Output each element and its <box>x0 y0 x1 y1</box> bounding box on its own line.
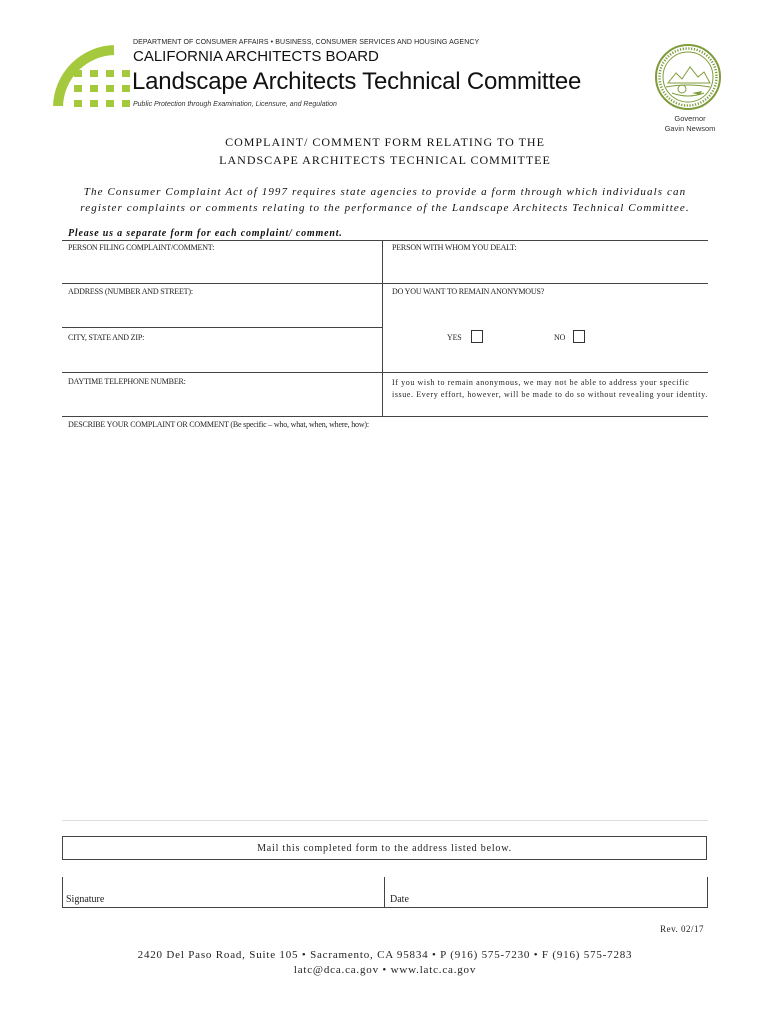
footer-address: 2420 Del Paso Road, Suite 105 • Sacramento, CA 95834 • P (916) 575-7230 • F (916) 575-7283 <box>137 949 633 961</box>
board-logo-icon <box>52 40 132 110</box>
signature-divider <box>384 877 385 907</box>
signature-left-border <box>62 877 63 907</box>
yes-label: YES <box>447 333 462 342</box>
no-label: NO <box>554 333 566 342</box>
address-field[interactable]: ADDRESS (NUMBER AND STREET): <box>68 287 193 296</box>
form-top-border <box>62 240 708 241</box>
city-state-zip-field[interactable]: CITY, STATE AND ZIP: <box>68 333 145 342</box>
signature-right-border <box>707 877 708 907</box>
date-field[interactable]: Date <box>390 894 409 905</box>
row-divider <box>62 372 708 373</box>
governor-title: Governor <box>674 114 706 123</box>
board-name: CALIFORNIA ARCHITECTS BOARD <box>133 48 379 65</box>
describe-complaint-area[interactable] <box>62 432 708 816</box>
tagline: Public Protection through Examination, Licensure, and Regulation <box>133 101 337 108</box>
column-divider <box>382 240 383 416</box>
footer-contact: latc@dca.ca.gov • www.latc.ca.gov <box>293 964 477 976</box>
row-divider <box>62 283 708 284</box>
mail-instruction: Mail this completed form to the address listed below. <box>62 836 707 860</box>
committee-name: Landscape Architects Technical Committee <box>132 68 582 95</box>
revision-label: Rev. 02/17 <box>660 924 704 934</box>
person-filing-field[interactable]: PERSON FILING COMPLAINT/COMMENT: <box>68 243 215 252</box>
person-dealt-field[interactable]: PERSON WITH WHOM YOU DEALT: <box>392 243 517 252</box>
governor-block <box>640 114 740 134</box>
anonymous-note: If you wish to remain anonymous, we may not be able to address your specific issue. Every effort, however, will be made to do so without revealing your identity. <box>392 378 708 399</box>
state-seal-icon <box>654 43 722 111</box>
signature-field[interactable]: Signature <box>66 894 105 905</box>
phone-field[interactable]: DAYTIME TELEPHONE NUMBER: <box>68 377 186 386</box>
intro-line1: The Consumer Complaint Act of 1997 requires state agencies to provide a form through which individuals can <box>83 186 687 198</box>
separate-form-note: Please us a separate form for each complaint/ comment. <box>68 228 343 239</box>
governor-name: Gavin Newsom <box>664 124 716 133</box>
form-title-line2: LANDSCAPE ARCHITECTS TECHNICAL COMMITTEE <box>219 153 551 167</box>
yes-checkbox[interactable] <box>471 330 483 343</box>
no-checkbox[interactable] <box>573 330 585 343</box>
intro-line2: register complaints or comments relating to the performance of the Landscape Architects Technical Committee. <box>80 202 690 214</box>
department-line: DEPARTMENT OF CONSUMER AFFAIRS • BUSINESS, CONSUMER SERVICES AND HOUSING AGENCY <box>133 39 480 46</box>
anonymous-question: DO YOU WANT TO REMAIN ANONYMOUS? <box>392 287 545 296</box>
signature-bottom-border <box>62 907 708 908</box>
row-divider <box>62 416 708 417</box>
describe-complaint-field[interactable]: DESCRIBE YOUR COMPLAINT OR COMMENT (Be specific – who, what, when, where, how): <box>68 420 369 429</box>
area-bottom-rule <box>62 820 708 821</box>
row-divider <box>62 327 382 328</box>
form-title-line1: COMPLAINT/ COMMENT FORM RELATING TO THE <box>225 135 545 149</box>
